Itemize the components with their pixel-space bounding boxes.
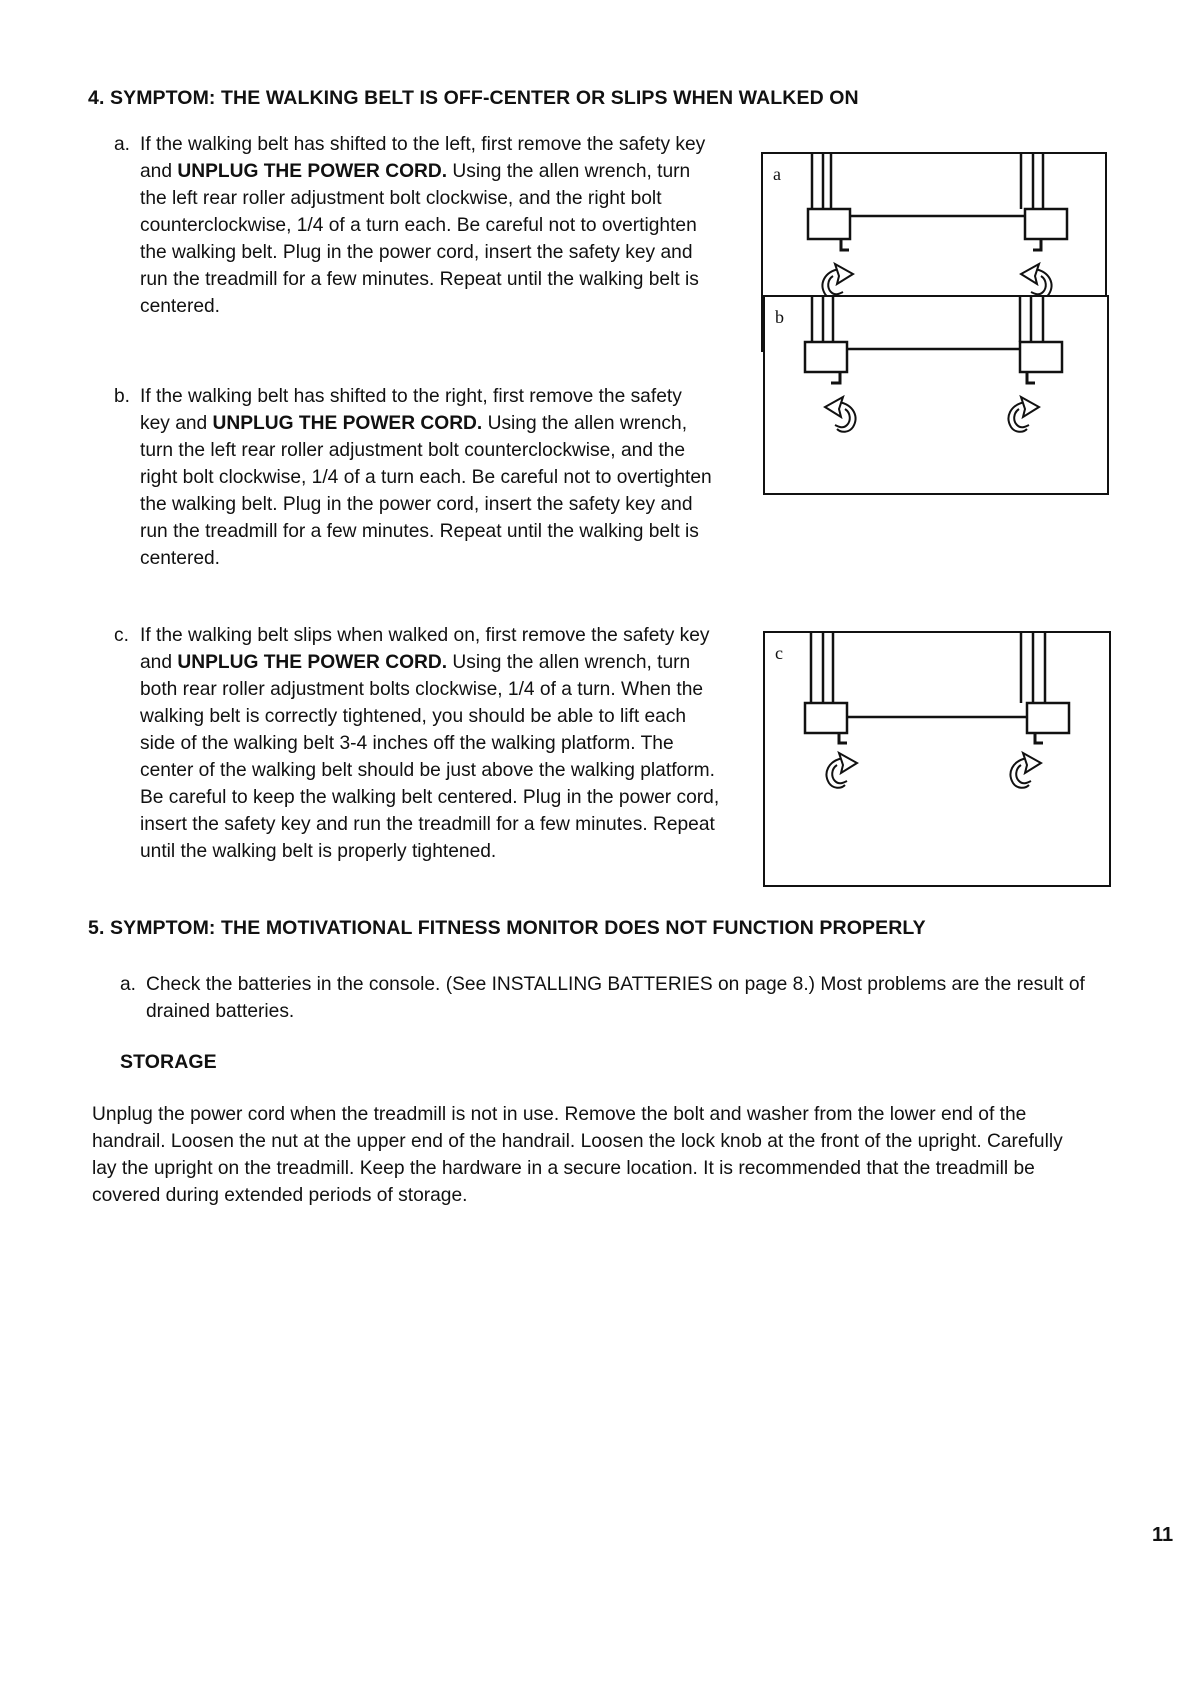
warning-text: UNPLUG THE POWER CORD. <box>177 652 448 673</box>
figure-label: b <box>775 307 784 327</box>
section-5-heading: 5. SYMPTOM: THE MOTIVATIONAL FITNESS MONITOR DOES NOT FUNCTION PROPERLY <box>88 917 926 939</box>
roller-diagram-b <box>765 297 1107 493</box>
rotate-clockwise-icon <box>823 264 853 299</box>
rotate-clockwise-icon <box>827 753 857 788</box>
item-letter: c. <box>114 625 129 646</box>
warning-text: UNPLUG THE POWER CORD. <box>212 413 483 434</box>
item-text: If the walking belt has shifted to the right, first remove the safety key and UNPLUG THE POWER CORD. Using the allen wrench, turn the left rear roller adjustment bolt counterclockwise, and the right bolt clockwise, 1/4 of a turn each. Be careful not to overtighten the walking belt. Plug in the power cord, insert the safety key and run the treadmill for a few minutes. Repeat until the walking belt is centered. <box>140 386 712 569</box>
rotate-counterclockwise-icon <box>825 397 855 432</box>
item-text: If the walking belt has shifted to the left, first remove the safety key and UNPLUG THE POWER CORD. Using the allen wrench, turn the left rear roller adjustment bolt clockwise, and the right bolt counterclockwise, 1/4 of a turn each. Be careful not to overtighten the walking belt. Plug in the power cord, insert the safety key and run the treadmill for a few minutes. Repeat until the walking belt is centered. <box>140 134 706 317</box>
rotate-clockwise-icon <box>1011 753 1041 788</box>
item-text: If the walking belt slips when walked on, first remove the safety key and UNPLUG THE POWER CORD. Using the allen wrench, turn both rear roller adjustment bolts clockwise, 1/4 of a turn. When the walking belt is correctly tightened, you should be able to lift each side of the walking belt 3-4 inches off the walking platform. The center of the walking belt should be just above the walking platform. Be careful to keep the walking belt centered. Plug in the power cord, insert the safety key and run the treadmill for a few minutes. Repeat until the walking belt is properly tightened. <box>140 625 720 862</box>
figure-label: c <box>775 643 783 663</box>
storage-heading: STORAGE <box>120 1051 217 1073</box>
roller-diagram-c <box>765 633 1109 885</box>
item-letter: b. <box>114 386 131 407</box>
item-text: Check the batteries in the console. (See INSTALLING BATTERIES on page 8.) Most problems are the result of drained batteries. <box>146 974 1085 1022</box>
page-number: 11 <box>1152 1524 1174 1546</box>
item-letter: a. <box>120 974 137 995</box>
storage-paragraph: Unplug the power cord when the treadmill is not in use. Remove the bolt and washer from the lower end of the handrail. Loosen the nut at the upper end of the handrail. Loosen the lock knob at the front of the upright. Carefully lay the upright on the treadmill. Keep the hardware in a secure location. It is recommended that the treadmill be covered during extended periods of storage. <box>92 1104 1063 1206</box>
rotate-clockwise-icon <box>1009 397 1039 432</box>
section-4-heading: 4. SYMPTOM: THE WALKING BELT IS OFF-CENTER OR SLIPS WHEN WALKED ON <box>88 87 859 109</box>
figure-b <box>763 295 1109 495</box>
warning-text: UNPLUG THE POWER CORD. <box>177 161 448 182</box>
figure-c <box>763 631 1111 887</box>
item-letter: a. <box>114 134 131 155</box>
figure-label: a <box>773 164 781 184</box>
rotate-counterclockwise-icon <box>1021 264 1051 299</box>
